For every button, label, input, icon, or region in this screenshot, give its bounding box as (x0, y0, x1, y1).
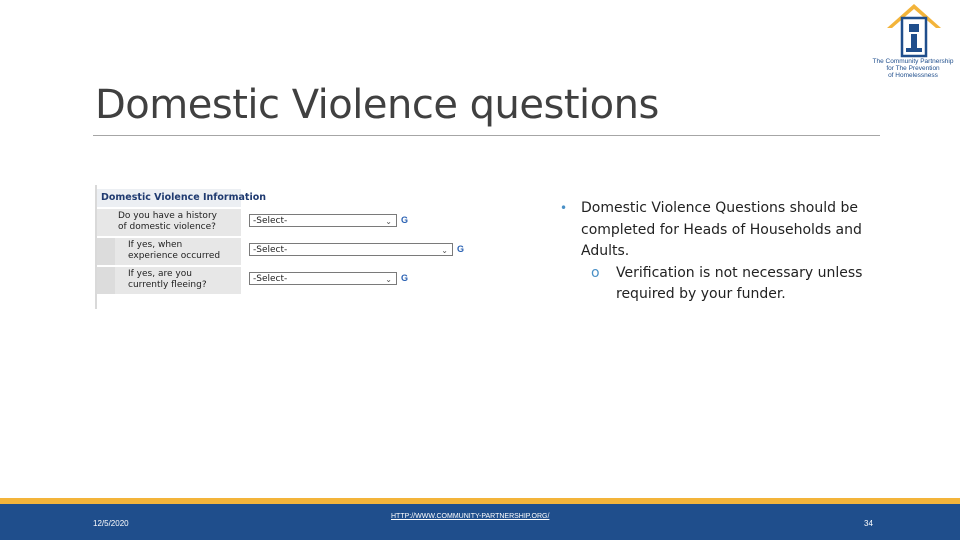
footer-date: 12/5/2020 (93, 519, 129, 528)
when-label-line-2: experience occurred (128, 251, 221, 261)
when-select-value: -Select- (253, 245, 288, 255)
logo-line-3: of Homelessness (888, 72, 938, 79)
fleeing-select-value: -Select- (253, 274, 288, 284)
history-label-line-1: Do you have a history (118, 211, 217, 221)
bullet-dot-icon: • (560, 201, 568, 215)
form-header-label: Domestic Violence Information (101, 192, 266, 203)
form-row-history (97, 207, 241, 236)
chevron-down-icon: ⌄ (441, 246, 448, 255)
bullet-item (560, 198, 890, 263)
bullet-list (560, 198, 890, 306)
logo-line-2: for The Prevention (886, 65, 940, 72)
help-icon[interactable]: G (401, 273, 409, 283)
footer-url-link[interactable]: HTTP://WWW.COMMUNITY-PARTNERSHIP.ORG/ (391, 513, 550, 520)
history-label-line-2: of domestic violence? (118, 222, 216, 232)
bullet-sub-text: Verification is not necessary unless required by your funder. (616, 264, 863, 302)
help-icon[interactable]: G (401, 215, 409, 225)
fleeing-label-line-2: currently fleeing? (128, 280, 207, 290)
page-number: 34 (864, 519, 873, 528)
logo-text (866, 58, 960, 79)
slide-title: Domestic Violence questions (95, 82, 659, 128)
bullet-main-text: Domestic Violence Questions should be completed for Heads of Households and Adults. (581, 200, 862, 259)
chevron-down-icon: ⌄ (385, 217, 392, 226)
when-select[interactable] (249, 243, 453, 256)
history-select[interactable] (249, 214, 397, 227)
when-label-line-1: If yes, when (128, 240, 183, 250)
logo-line-1: The Community Partnership (872, 58, 954, 65)
history-select-value: -Select- (253, 216, 288, 226)
fleeing-select[interactable] (249, 272, 397, 285)
fleeing-label-line-1: If yes, are you (128, 269, 192, 279)
sub-bullet-item (560, 263, 890, 306)
form-header (97, 189, 266, 207)
help-icon[interactable]: G (457, 244, 465, 254)
domestic-violence-form-screenshot (95, 185, 475, 309)
title-divider (93, 135, 880, 136)
form-row-fleeing (97, 265, 241, 294)
sub-bullet-circle-icon: o (591, 264, 600, 281)
chevron-down-icon: ⌄ (385, 275, 392, 284)
footer (0, 504, 960, 540)
form-row-when (97, 236, 241, 265)
